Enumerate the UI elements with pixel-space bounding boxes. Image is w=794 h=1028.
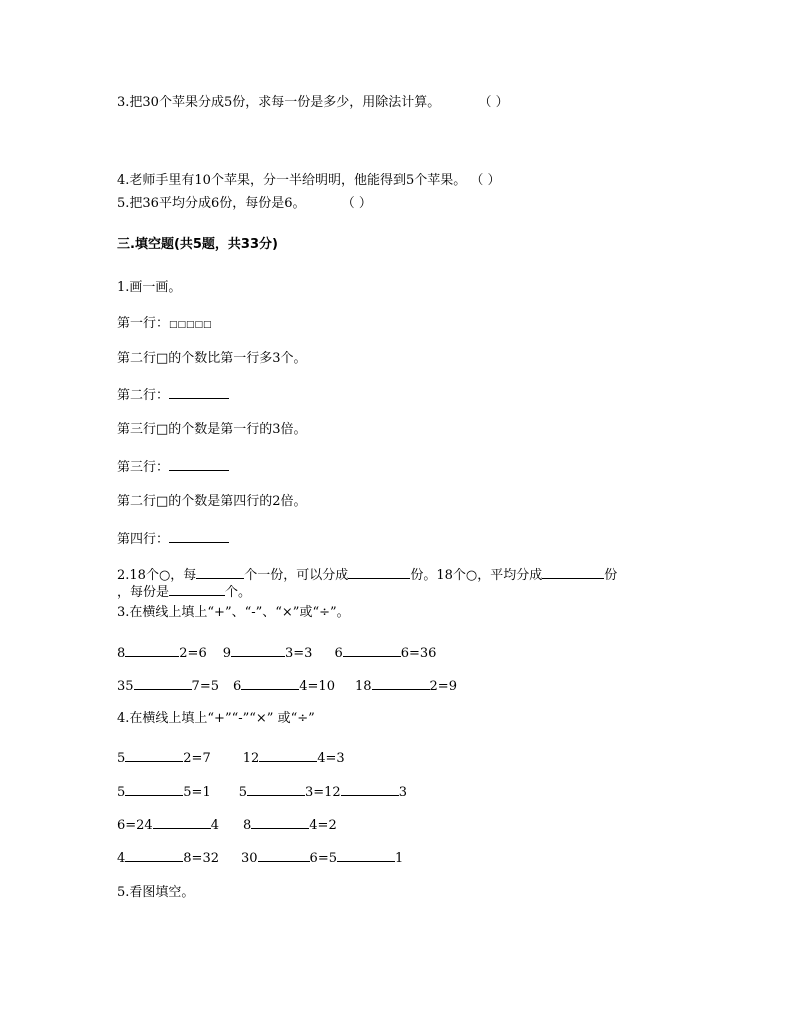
draw-row4-desc: 第二行□的个数是第四行的2倍。 (117, 494, 307, 509)
expr-rest: 2=9 (429, 679, 457, 694)
expr-rest: 4 (210, 818, 219, 833)
q3fill-r2-blank-3[interactable] (372, 677, 430, 690)
expr-num: 4 (117, 851, 126, 866)
q3fill-row2 (117, 677, 457, 695)
q2-blank-4[interactable] (169, 583, 225, 596)
judge-q3-paren[interactable]: （ ） (478, 95, 509, 110)
expr-num: 30 (241, 851, 258, 866)
expr-num: 35 (117, 679, 134, 694)
expr-num: 18 (354, 679, 372, 694)
expr-rest: 5=1 (183, 785, 211, 800)
q4fill-r1-blank-2[interactable] (259, 749, 317, 762)
expr-num: 8 (117, 646, 126, 661)
expr-rest: 3=12 (305, 785, 341, 800)
q4fill-r3-blank-2[interactable] (251, 816, 309, 829)
expr-rest: 2=6 (179, 646, 207, 661)
judge-q5 (117, 196, 372, 212)
judge-q3 (117, 95, 509, 111)
q4fill-r4-blank-1[interactable] (125, 849, 183, 862)
draw-row4-blank[interactable] (169, 530, 229, 543)
draw-row2-desc: 第二行□的个数比第一行多3个。 (117, 351, 307, 366)
expr-num: 6 (232, 679, 242, 694)
q2-blank-3[interactable] (542, 566, 604, 579)
expr-rest: 8=32 (183, 851, 219, 866)
draw-row1-label: 第一行： (117, 316, 170, 331)
expr-rest: 2=7 (183, 751, 211, 766)
q2-blank-2[interactable] (348, 566, 410, 579)
q2-line1 (117, 566, 617, 584)
q4fill-row3 (117, 816, 337, 834)
expr-num: 12 (242, 751, 260, 766)
draw-row4 (117, 530, 229, 548)
q3fill-r1-blank-3[interactable] (343, 644, 401, 657)
expr-num: 6=24 (117, 818, 153, 833)
q4fill-row1 (117, 749, 345, 767)
draw-row3 (117, 458, 229, 476)
q2-text-6: 个。 (225, 585, 252, 600)
expr-num: 5 (117, 751, 126, 766)
draw-row1 (117, 316, 212, 333)
judge-q5-text: 5.把36平均分成6份，每份是6。 (117, 196, 306, 211)
draw-row2 (117, 386, 229, 404)
q3fill-title: 3.在横线上填上“+”、“-”、“×”或“÷”。 (117, 605, 350, 620)
draw-row3-blank[interactable] (169, 458, 229, 471)
expr-rest: 4=3 (317, 751, 345, 766)
draw-row3-desc: 第三行□的个数是第一行的3倍。 (117, 422, 307, 437)
expr-rest: 3=3 (285, 646, 313, 661)
judge-q4 (117, 173, 501, 189)
expr-num: 5 (238, 785, 247, 800)
expr-num: 9 (222, 646, 231, 661)
draw-row2-label: 第二行： (117, 388, 170, 403)
q5fill-title: 5.看图填空。 (117, 885, 195, 900)
q3fill-r1-blank-1[interactable] (125, 644, 179, 657)
section-title: 三.填空题(共5题，共33分) (117, 237, 278, 252)
expr-rest: 1 (394, 851, 404, 866)
q3fill-r1-blank-2[interactable] (231, 644, 285, 657)
draw-row1-marks: □□□□□ (169, 320, 212, 330)
expr-num: 8 (243, 818, 252, 833)
q4fill-r4-blank-2[interactable] (258, 849, 310, 862)
q3fill-r2-blank-1[interactable] (134, 677, 192, 690)
judge-q4-paren[interactable]: （ ） (470, 173, 501, 188)
expr-num: 5 (117, 785, 126, 800)
q2-blank-1[interactable] (196, 566, 244, 579)
q4fill-r2-blank-3[interactable] (341, 783, 399, 796)
expr-rest: 6=36 (400, 646, 437, 661)
q3fill-row1 (117, 644, 436, 662)
expr-num: 6 (334, 646, 343, 661)
q4fill-row4 (117, 849, 403, 867)
judge-q3-text: 3.把30个苹果分成5份，求每一份是多少，用除法计算。 (117, 95, 441, 110)
q4fill-r1-blank-1[interactable] (125, 749, 183, 762)
expr-rest: 6=5 (309, 851, 337, 866)
q4fill-r3-blank-1[interactable] (153, 816, 211, 829)
q2-text-5: ，每份是 (117, 585, 170, 600)
q4fill-row2 (117, 783, 407, 801)
q2-text-1: 2.18个○，每 (117, 568, 197, 583)
expr-rest: 3 (398, 785, 407, 800)
q4fill-r2-blank-2[interactable] (247, 783, 305, 796)
draw-row3-label: 第三行： (117, 460, 170, 475)
draw-title: 1.画一画。 (117, 280, 182, 295)
judge-q5-paren[interactable]: （ ） (341, 196, 372, 211)
judge-q4-text: 4.老师手里有10个苹果，分一半给明明，他能得到5个苹果。 (117, 173, 467, 188)
expr-rest: 7=5 (191, 679, 219, 694)
q2-line2 (117, 583, 251, 601)
q2-text-4: 份 (604, 568, 618, 583)
draw-row2-blank[interactable] (169, 386, 229, 399)
q3fill-r2-blank-2[interactable] (241, 677, 299, 690)
q4fill-r4-blank-3[interactable] (337, 849, 395, 862)
q4fill-r2-blank-1[interactable] (125, 783, 183, 796)
q2-text-3: 份。18个○，平均分成 (410, 568, 543, 583)
expr-rest: 4=10 (299, 679, 335, 694)
q4fill-title: 4.在横线上填上“+”“-”“×” 或“÷” (117, 711, 315, 726)
expr-rest: 4=2 (309, 818, 337, 833)
q2-text-2: 个一份，可以分成 (244, 568, 349, 583)
draw-row4-label: 第四行： (117, 532, 170, 547)
